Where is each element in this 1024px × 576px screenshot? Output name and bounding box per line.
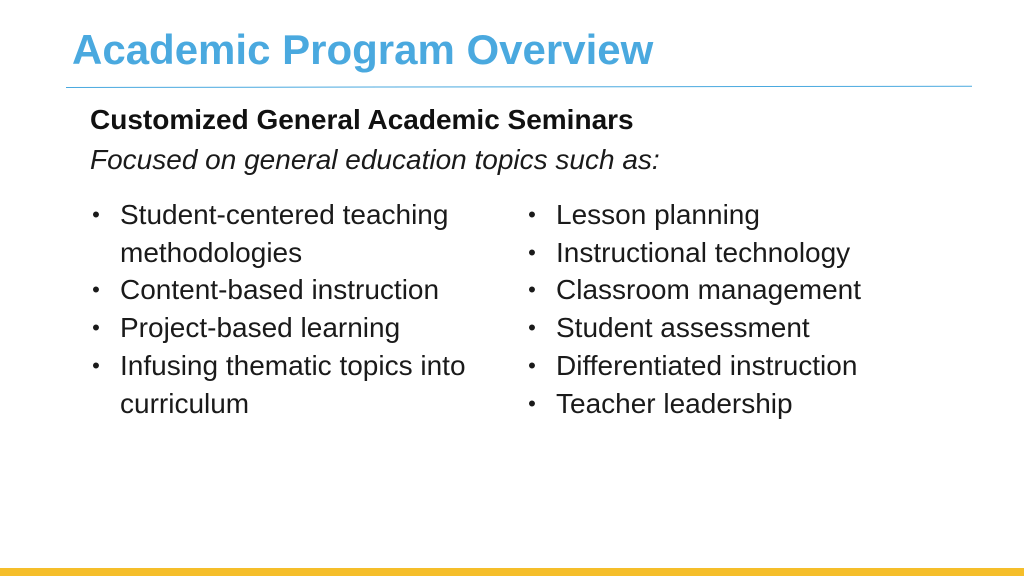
section-subtitle: Customized General Academic Seminars xyxy=(90,104,634,135)
list-item-text: Content-based instruction xyxy=(120,274,440,306)
bullet-icon: • xyxy=(528,239,536,265)
title-divider xyxy=(66,86,972,88)
list-item xyxy=(86,309,514,347)
bullet-icon: • xyxy=(528,315,536,341)
list-item xyxy=(86,271,514,309)
bullet-icon: • xyxy=(528,202,536,227)
slide-title: Academic Program Overview xyxy=(72,26,654,73)
bullet-icon: • xyxy=(92,277,100,303)
list-item-text: Student assessment xyxy=(556,312,810,344)
list-item-text: Infusing thematic topics into curriculum xyxy=(120,349,466,419)
list-item-text: Classroom management xyxy=(556,274,862,306)
footer-accent-bar xyxy=(0,568,1024,576)
topic-list-left xyxy=(86,196,514,422)
bullet-icon: • xyxy=(528,352,536,378)
list-item xyxy=(522,347,942,385)
list-item xyxy=(522,196,942,234)
list-item xyxy=(522,385,942,423)
bullet-icon: • xyxy=(92,352,100,378)
list-item-text: Lesson planning xyxy=(556,199,760,230)
list-item-text: Project-based learning xyxy=(120,312,401,344)
topic-list-right xyxy=(522,196,942,422)
section-lead: Focused on general education topics such as: xyxy=(90,144,660,175)
list-item xyxy=(522,234,942,272)
bullet-icon: • xyxy=(92,315,100,341)
list-item xyxy=(522,271,942,309)
bullet-icon: • xyxy=(92,202,100,227)
list-item-text: Differentiated instruction xyxy=(556,349,858,381)
list-item xyxy=(522,309,942,347)
list-item-text: Student-centered teaching methodologies xyxy=(120,199,449,268)
list-item xyxy=(86,347,514,422)
bullet-icon: • xyxy=(528,390,536,416)
list-item-text: Instructional technology xyxy=(556,236,851,268)
list-item xyxy=(86,196,514,271)
bullet-icon: • xyxy=(528,277,536,303)
list-item-text: Teacher leadership xyxy=(556,387,793,419)
